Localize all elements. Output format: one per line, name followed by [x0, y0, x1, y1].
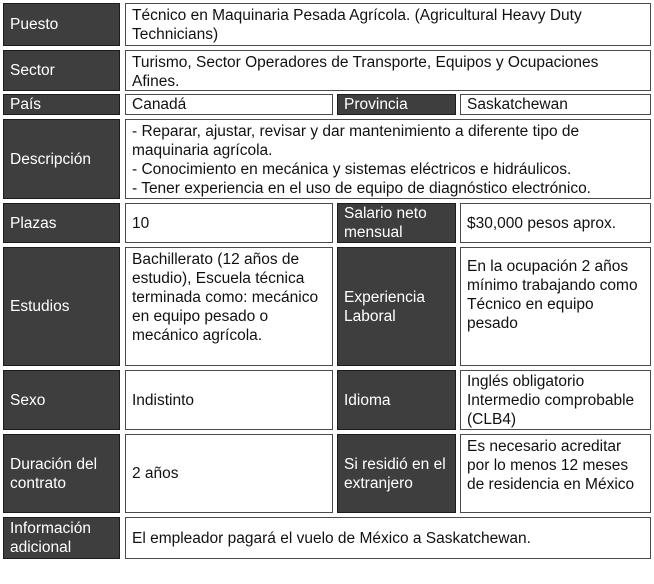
provincia-label: Provincia	[337, 94, 456, 115]
plazas-label: Plazas	[3, 203, 120, 243]
provincia-value: Saskatchewan	[460, 94, 651, 115]
sexo-label: Sexo	[3, 370, 120, 430]
descripcion-line: - Conocimiento en mecánica y sistemas eléctricos e hidráulicos.	[132, 161, 572, 178]
informacion-label: Información adicional	[3, 517, 120, 559]
puesto-value: Técnico en Maquinaria Pesada Agrícola. (Agricultural Heavy Duty Technicians)	[125, 3, 651, 46]
salario-label: Salario neto mensual	[337, 203, 456, 243]
residencia-label: Si residió en el extranjero	[337, 434, 456, 513]
experiencia-value: En la ocupación 2 años mínimo trabajando como Técnico en equipo pesado	[460, 247, 651, 366]
salario-value: $30,000 pesos aprox.	[460, 203, 651, 243]
descripcion-value	[125, 119, 651, 199]
estudios-value: Bachillerato (12 años de estudio), Escuela técnica terminada como: mecánico en equipo pesado o mecánico agrícola.	[125, 247, 333, 366]
descripcion-line: - Reparar, ajustar, revisar y dar mantenimiento a diferente tipo de maquinaria agrícola.	[132, 123, 580, 159]
descripcion-line: - Tener experiencia en el uso de equipo de diagnóstico electrónico.	[132, 180, 591, 197]
sexo-value: Indistinto	[125, 370, 333, 430]
pais-value: Canadá	[125, 94, 333, 115]
estudios-label: Estudios	[3, 247, 120, 366]
idioma-value: Inglés obligatorio Intermedio comprobable (CLB4)	[460, 370, 651, 430]
duracion-label: Duración del contrato	[3, 434, 120, 513]
descripcion-label: Descripción	[3, 119, 120, 199]
puesto-label: Puesto	[3, 3, 120, 46]
duracion-value: 2 años	[125, 434, 333, 513]
pais-label: País	[3, 94, 120, 115]
experiencia-label: Experiencia Laboral	[337, 247, 456, 366]
residencia-value: Es necesario acreditar por lo menos 12 meses de residencia en México	[460, 434, 651, 513]
sector-label: Sector	[3, 50, 120, 91]
plazas-value: 10	[125, 203, 333, 243]
informacion-value: El empleador pagará el vuelo de México a Saskatchewan.	[125, 517, 651, 559]
sector-value: Turismo, Sector Operadores de Transporte, Equipos y Ocupaciones Afines.	[125, 50, 651, 91]
idioma-label: Idioma	[337, 370, 456, 430]
